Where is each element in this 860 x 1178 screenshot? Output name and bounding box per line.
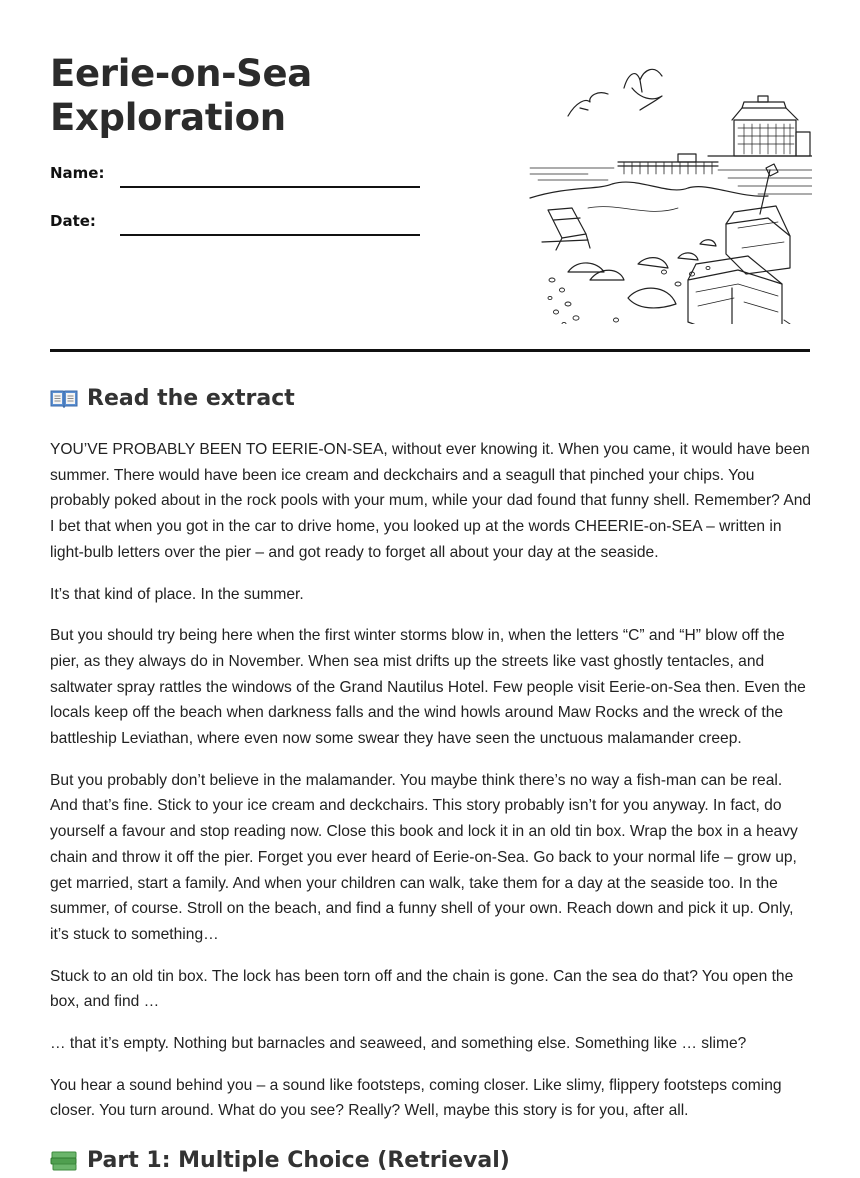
worksheet-header <box>50 52 810 322</box>
seaside-illustration <box>528 58 812 324</box>
title-line-2: Exploration <box>50 96 286 139</box>
extract-heading-text: Read the extract <box>87 386 295 411</box>
date-field[interactable] <box>50 212 420 242</box>
date-write-line[interactable] <box>120 234 420 236</box>
extract-paragraph: Stuck to an old tin box. The lock has been torn off and the chain is gone. Can the sea do that? You open the box, and find … <box>50 967 794 1011</box>
extract-paragraph: You hear a sound behind you – a sound like footsteps, coming closer. Like slimy, flippery footsteps coming closer. You turn around. What do you see? Really? Well, maybe this story is for you, after all. <box>50 1076 782 1120</box>
hotel-building <box>708 96 812 156</box>
extract-paragraph: YOU’VE PROBABLY BEEN TO EERIE-ON-SEA, without ever knowing it. When you came, it would have been summer. There would have been ice cream and deckchairs and a seagull that pinched your chips. You probably poked about in the rock pools with your mum, while your dad found that funny shell. Remember? And I bet that when you got in the car to drive home, you looked up at the words CHEERIE-on-SEA – written in light-bulb letters over the pier – and got ready to forget all about your day at the seaside. <box>50 441 812 561</box>
open-book-icon <box>50 388 78 410</box>
part1-heading-text: Part 1: Multiple Choice (Retrieval) <box>87 1148 510 1173</box>
name-write-line[interactable] <box>120 186 420 188</box>
seagull-left <box>568 93 608 116</box>
header-divider <box>50 349 810 352</box>
extract-paragraph: It’s that kind of place. In the summer. <box>50 585 304 603</box>
extract-heading <box>50 386 295 411</box>
extract-paragraph: … that it’s empty. Nothing but barnacles and seaweed, and something else. Something like … slime? <box>50 1035 747 1053</box>
deckchair <box>542 208 590 250</box>
extract-paragraph: But you should try being here when the first winter storms blow in, when the letters “C” and “H” blow off the pier, as they always do in November. When sea mist drifts up the streets like vast ghostly tentacles, and saltwater spray rattles the windows of the Grand Nautilus Hotel. Few people visit Eerie-on-Sea then. Even the locals keep off the beach when darkness falls and the wind howls around Maw Rocks and the wreck of the battleship Leviathan, where even now some swear they have seen the unctuous malamander creep. <box>50 627 806 748</box>
pier <box>618 154 718 174</box>
extract-paragraph: But you probably don’t believe in the malamander. You maybe think there’s no way a fish-man can be real. And that’s fine. Stick to your ice cream and deckchairs. This story probably isn’t for you anyway. In fact, do yourself a favour and stop reading now. Close this book and lock it in an old tin box. Wrap the box in a heavy chain and throw it off the pier. Forget you ever heard of Eerie-on-Sea. Go back to your normal life – grow up, get married, start a family. And when your children can walk, take them for a day at the seaside too. In the summer, of course. Stroll on the beach, and find a funny shell of your own. Reach down and pick it up. Only, it’s stuck to something… <box>50 771 798 943</box>
name-field[interactable] <box>50 164 420 194</box>
rock <box>568 263 604 272</box>
date-label: Date: <box>50 212 96 230</box>
seagull-right <box>624 69 662 88</box>
treasure-chest-large <box>676 256 798 324</box>
pebbles <box>548 266 710 324</box>
title-line-1: Eerie-on-Sea <box>50 52 312 95</box>
name-label: Name: <box>50 164 105 182</box>
extract-text <box>50 437 812 1140</box>
